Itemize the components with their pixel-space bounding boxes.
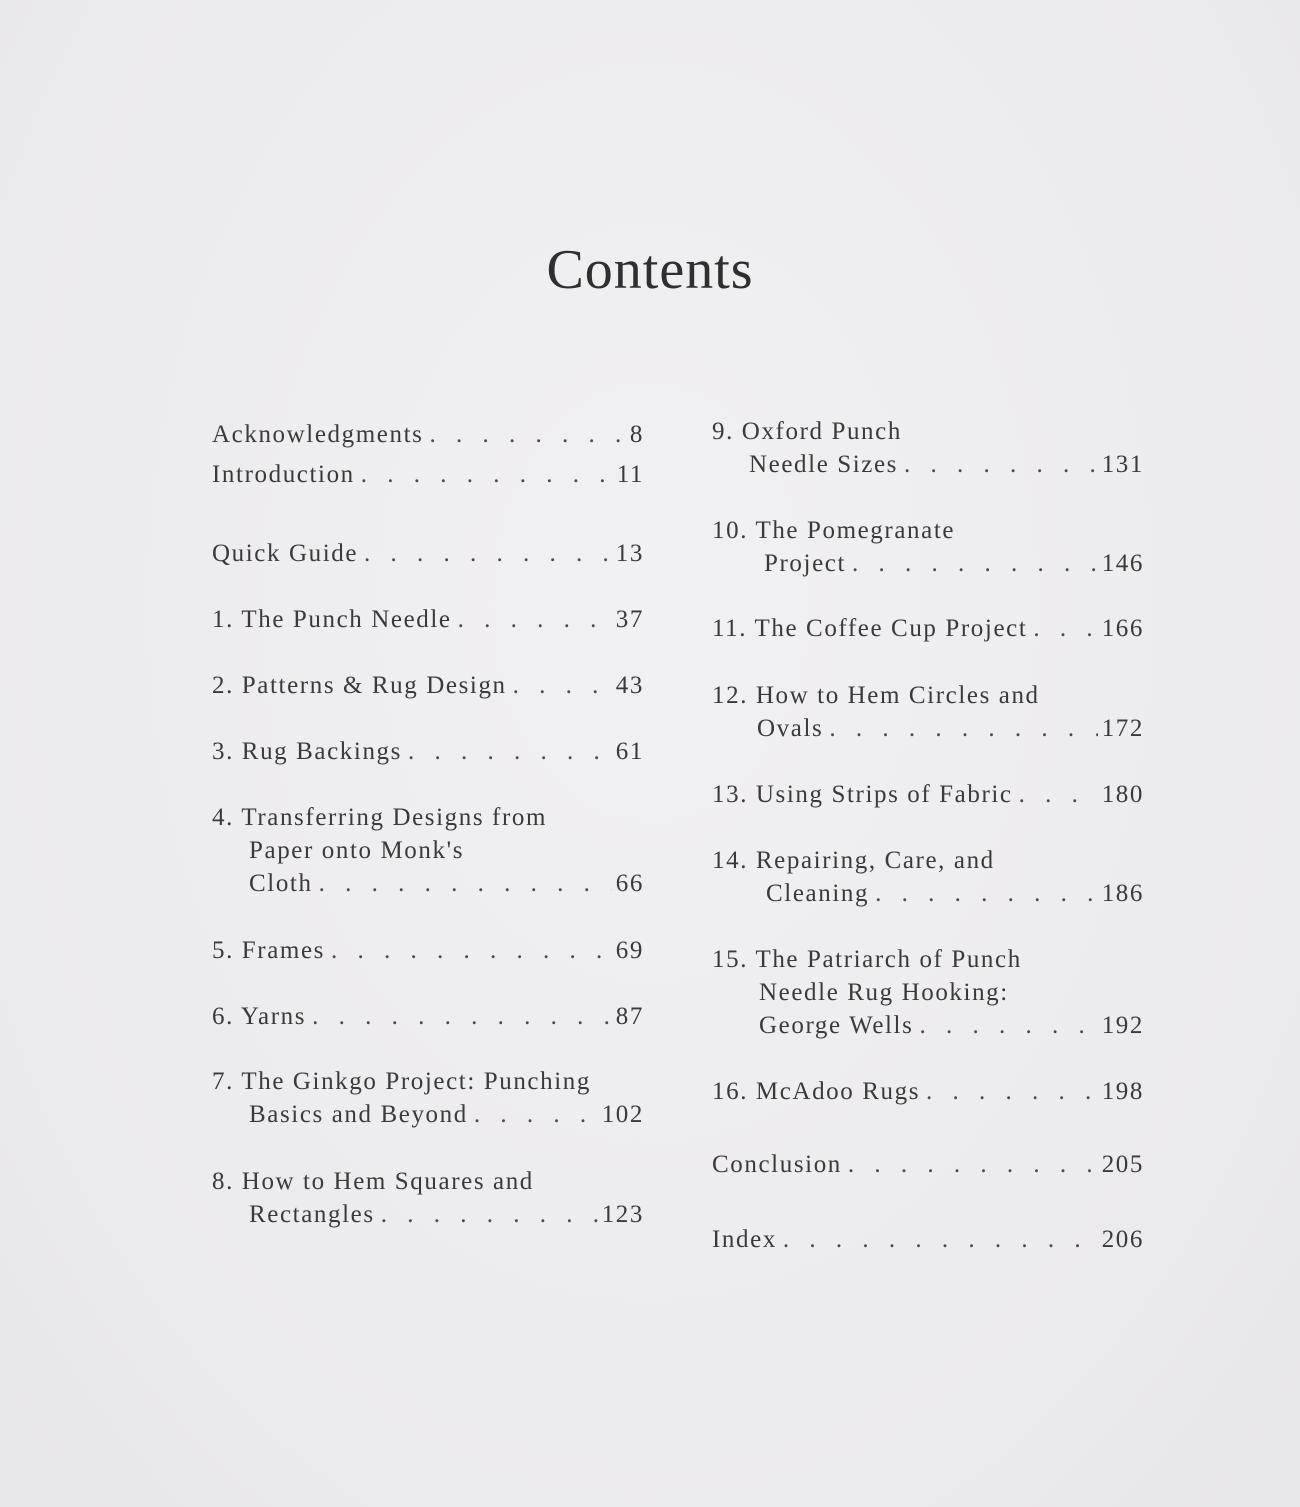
dot-leader <box>904 448 1098 481</box>
dot-leader <box>312 1000 612 1033</box>
toc-entry-title: 6. Yarns <box>212 1003 307 1030</box>
toc-page-number: 66 <box>615 870 644 897</box>
toc-entry-title: Conclusion <box>712 1151 842 1178</box>
dot-leader <box>852 547 1098 580</box>
toc-entry-title: Quick Guide <box>212 540 359 567</box>
toc-entry-title-continued: Project <box>764 550 847 577</box>
toc-entry-chapter-11[interactable] <box>712 612 1144 645</box>
toc-entry-title: 14. Repairing, Care, and <box>712 847 995 874</box>
dot-leader <box>361 458 613 491</box>
toc-entry-introduction[interactable] <box>212 458 644 491</box>
toc-page-number: 13 <box>615 540 644 567</box>
toc-page-number: 146 <box>1101 550 1144 577</box>
toc-entry-title: 5. Frames <box>212 937 325 964</box>
dot-leader <box>1033 612 1097 645</box>
toc-entry-title-continued: Cloth <box>249 870 313 897</box>
toc-entry-title-continued: Paper onto Monk's <box>249 837 465 864</box>
dot-leader <box>381 1198 598 1231</box>
toc-page-number: 198 <box>1101 1078 1144 1105</box>
toc-entry-title: 1. The Punch Needle <box>212 606 452 633</box>
toc-entry-title-continued: Cleaning <box>766 880 870 907</box>
toc-page-number: 131 <box>1101 451 1144 478</box>
dot-leader <box>829 712 1097 745</box>
toc-entry-chapter-12[interactable] <box>712 679 1144 745</box>
toc-page-number: 205 <box>1101 1151 1144 1178</box>
toc-page-number: 206 <box>1101 1226 1144 1253</box>
toc-page-number: 180 <box>1101 781 1144 808</box>
toc-entry-index[interactable] <box>712 1223 1144 1256</box>
toc-entry-title: Acknowledgments <box>212 421 424 448</box>
toc-page-number: 43 <box>615 672 644 699</box>
toc-page-number: 69 <box>615 937 644 964</box>
toc-entry-title-continued: George Wells <box>759 1012 914 1039</box>
toc-entry-chapter-6[interactable] <box>212 1000 644 1033</box>
toc-entry-title: 12. How to Hem Circles and <box>712 682 1040 709</box>
toc-entry-chapter-15[interactable] <box>712 943 1144 1042</box>
toc-entry-title-continued: Needle Rug Hooking: <box>759 979 1009 1006</box>
dot-leader <box>364 537 612 570</box>
toc-page-number: 102 <box>601 1101 644 1128</box>
dot-leader <box>429 418 625 451</box>
toc-entry-title: 4. Transferring Designs from <box>212 804 548 831</box>
dot-leader <box>783 1223 1098 1256</box>
dot-leader <box>1019 778 1098 811</box>
toc-entry-chapter-10[interactable] <box>712 514 1144 580</box>
toc-entry-title: Introduction <box>212 461 355 488</box>
toc-page-number: 37 <box>615 606 644 633</box>
toc-entry-chapter-14[interactable] <box>712 844 1144 910</box>
toc-entry-title-continued: Needle Sizes <box>749 451 899 478</box>
toc-entry-chapter-7[interactable] <box>212 1065 644 1131</box>
dot-leader <box>875 877 1098 910</box>
toc-entry-title: 9. Oxford Punch <box>712 418 902 445</box>
toc-entry-title: 15. The Patriarch of Punch <box>712 946 1022 973</box>
toc-entry-chapter-9[interactable] <box>712 415 1144 481</box>
toc-entry-chapter-2[interactable] <box>212 669 644 702</box>
toc-entry-chapter-13[interactable] <box>712 778 1144 811</box>
toc-entry-title: 13. Using Strips of Fabric <box>712 781 1013 808</box>
dot-leader <box>331 934 612 967</box>
dot-leader <box>408 735 612 768</box>
toc-entry-acknowledgments[interactable] <box>212 418 644 451</box>
toc-entry-title: 10. The Pomegranate <box>712 517 956 544</box>
toc-entry-conclusion[interactable] <box>712 1148 1144 1181</box>
toc-entry-title-continued: Basics and Beyond <box>249 1101 468 1128</box>
dot-leader <box>513 669 612 702</box>
toc-page-number: 61 <box>615 738 644 765</box>
toc-entry-title: 2. Patterns & Rug Design <box>212 672 507 699</box>
toc-entry-chapter-1[interactable] <box>212 603 644 636</box>
toc-entry-chapter-16[interactable] <box>712 1075 1144 1108</box>
toc-page-number: 186 <box>1101 880 1144 907</box>
toc-page-number: 166 <box>1101 615 1144 642</box>
toc-page-number: 87 <box>615 1003 644 1030</box>
toc-entry-chapter-8[interactable] <box>212 1165 644 1231</box>
toc-entry-title: 11. The Coffee Cup Project <box>712 615 1028 642</box>
toc-entry-title: 8. How to Hem Squares and <box>212 1168 534 1195</box>
toc-entry-title: 3. Rug Backings <box>212 738 402 765</box>
dot-leader <box>319 867 612 900</box>
toc-entry-title-continued: Rectangles <box>249 1201 375 1228</box>
toc-page-number: 192 <box>1101 1012 1144 1039</box>
dot-leader <box>926 1075 1098 1108</box>
toc-entry-quick-guide[interactable] <box>212 537 644 570</box>
toc-entry-chapter-5[interactable] <box>212 934 644 967</box>
toc-entry-title: 7. The Ginkgo Project: Punching <box>212 1068 591 1095</box>
toc-entry-title: 16. McAdoo Rugs <box>712 1078 921 1105</box>
dot-leader <box>474 1098 598 1131</box>
toc-entry-title: Index <box>712 1226 777 1253</box>
toc-page-number: 8 <box>629 421 644 448</box>
toc-entry-title-continued: Ovals <box>757 715 824 742</box>
page-title: Contents <box>546 239 754 301</box>
toc-entry-chapter-3[interactable] <box>212 735 644 768</box>
toc-page-number: 172 <box>1101 715 1144 742</box>
toc-entry-chapter-4[interactable] <box>212 801 644 900</box>
dot-leader <box>848 1148 1098 1181</box>
toc-page-number: 123 <box>601 1201 644 1228</box>
dot-leader <box>919 1009 1097 1042</box>
toc-page-number: 11 <box>616 461 644 488</box>
dot-leader <box>458 603 612 636</box>
